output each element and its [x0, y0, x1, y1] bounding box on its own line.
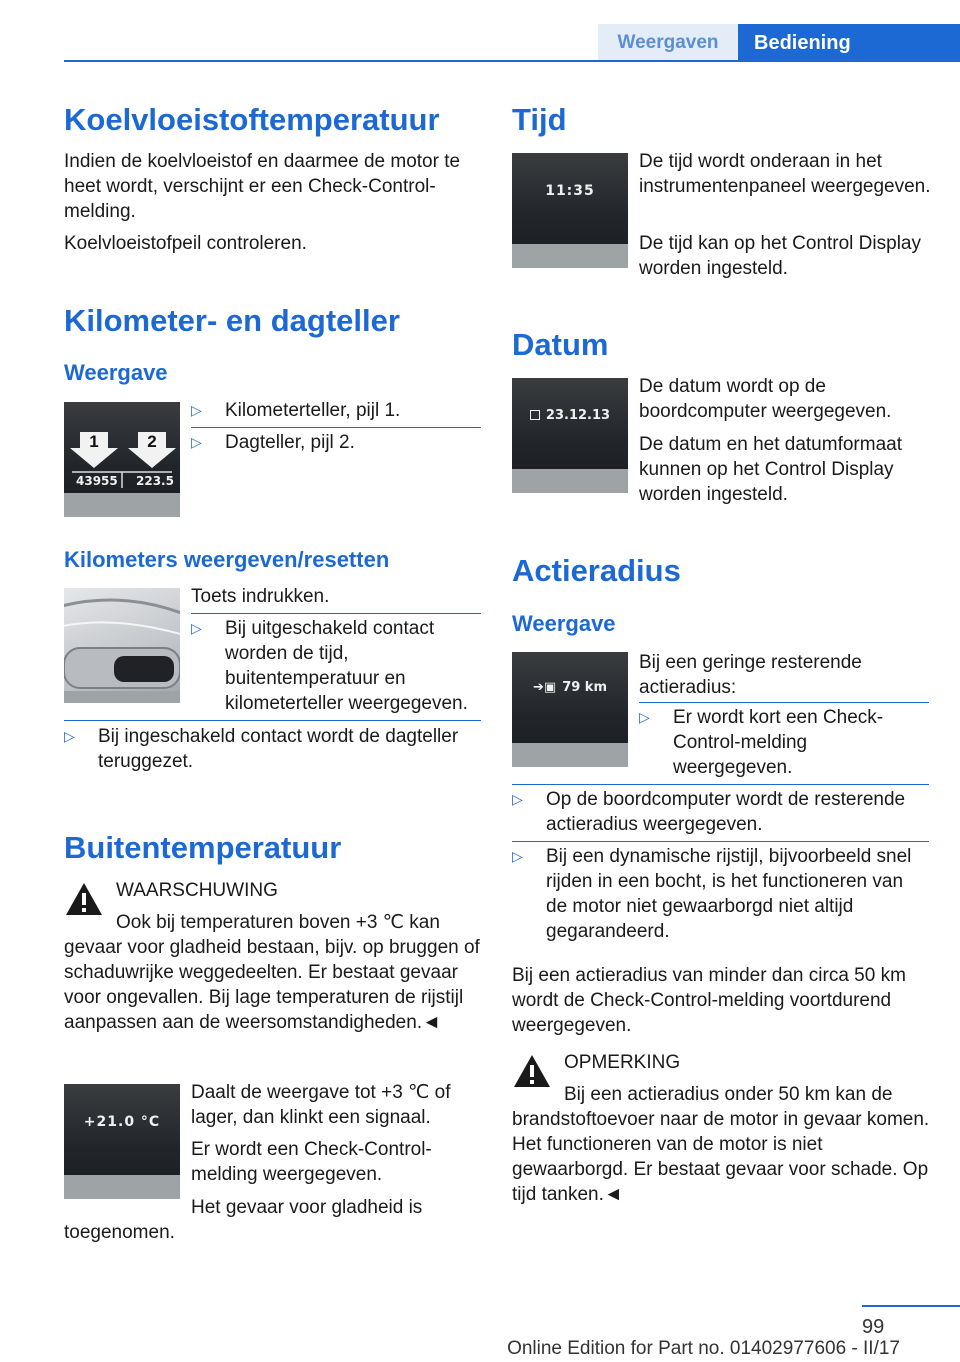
note-label: OPMERKING	[564, 1052, 681, 1073]
page-header	[0, 24, 960, 62]
figure-footer	[64, 691, 180, 703]
outside-temp-paragraph-1: Daalt de weergave tot +3 ℃ of lager, dan klinkt een signaal.	[191, 1082, 451, 1128]
coolant-paragraph-1: Indien de koelvloeistof en daarmee de motor te heet wordt, verschijnt er een Check-Control-melding.	[64, 151, 461, 222]
bullet-triangle-icon: ▷	[191, 402, 202, 418]
range-subtitle: Weergave	[512, 611, 616, 636]
arrow-2-label: 2	[147, 432, 157, 451]
page-number: 99	[862, 1316, 885, 1338]
range-readout: ➔▣ 79 km	[533, 680, 607, 695]
time-readout: 11:35	[545, 183, 595, 199]
bullet-triangle-icon: ▷	[512, 848, 523, 864]
outside-temp-title: Buitentemperatuur	[64, 830, 342, 865]
reset-title: Kilometers weergeven/resetten	[64, 547, 390, 572]
list-separator	[639, 702, 929, 703]
time-title: Tijd	[512, 102, 567, 137]
bullet-triangle-icon: ▷	[639, 709, 650, 725]
list-separator	[512, 841, 929, 842]
edition-note: Online Edition for Part no. 01402977606 - II/17	[507, 1338, 900, 1359]
bullet-triangle-icon: ▷	[191, 620, 202, 636]
bullet-triangle-icon: ▷	[191, 434, 202, 450]
time-paragraph-2: De tijd kan op het Control Display worden ingesteld.	[639, 233, 921, 279]
note-text: Bij een actieradius onder 50 km kan de brandstoftoevoer naar de motor in gevaar komen. Het functioneren van de motor is niet gewaarborgd. Er bestaat gevaar voor schade. Op tijd tanken.◄	[512, 1084, 930, 1205]
list-item: ▷ Dagteller, pijl 2.	[191, 432, 355, 453]
range-title: Actieradius	[512, 553, 681, 588]
list-item: ▷ Er wordt kort een Check-Control-melding weergegeven.	[639, 707, 884, 778]
figure-footer	[512, 743, 628, 767]
date-title: Datum	[512, 327, 609, 362]
list-item: ▷ Op de boordcomputer wordt de resterende actieradius weergegeven.	[512, 789, 906, 835]
range-paragraph-2: Bij een actieradius van minder dan circa 50 km wordt de Check-Control-melding voortdurend weergegeven.	[512, 965, 906, 1036]
list-item: ▷ Kilometerteller, pijl 1.	[191, 400, 401, 421]
list-item: ▷ Bij uitgeschakeld contact worden de tijd, buitentemperatuur en kilometerteller weergegeven.	[191, 618, 468, 714]
chapter-tab: Bediening	[738, 24, 960, 62]
list-separator	[191, 613, 481, 614]
time-figure	[512, 153, 628, 268]
coolant-paragraph-2: Koelvloeistofpeil controleren.	[64, 233, 307, 254]
outside-temp-readout: +21.0 °C	[83, 1114, 161, 1130]
arrow-1-label: 1	[89, 432, 99, 451]
warning-label: WAARSCHUWING	[116, 880, 278, 901]
header-rule	[64, 60, 960, 62]
date-readout: 23.12.13	[512, 408, 628, 423]
bullet-triangle-icon: ▷	[64, 728, 75, 744]
list-separator	[64, 720, 481, 721]
fuel-pump-icon: ➔▣	[533, 680, 557, 695]
list-separator	[512, 784, 929, 785]
list-separator	[191, 427, 481, 428]
date-paragraph-1: De datum wordt op de boordcomputer weergegeven.	[639, 376, 892, 422]
outside-temp-figure	[64, 1084, 180, 1199]
outside-temp-paragraph-2: Er wordt een Check-Control-melding weergegeven.	[191, 1139, 432, 1185]
range-figure	[512, 652, 628, 767]
odometer-subtitle: Weergave	[64, 360, 168, 385]
reset-button-icon	[114, 656, 174, 682]
figure-footer	[512, 244, 628, 268]
outside-temp-paragraph-3: Het gevaar voor gladheid is toegenomen.	[64, 1197, 423, 1243]
reset-button-figure	[64, 588, 180, 703]
figure-footer	[64, 493, 180, 517]
calendar-icon	[530, 410, 540, 420]
section-tab: Weergaven	[598, 24, 738, 62]
date-figure	[512, 378, 628, 493]
odometer-title: Kilometer- en dagteller	[64, 303, 400, 338]
date-paragraph-2: De datum en het datumformaat kunnen op het Control Display worden ingesteld.	[639, 434, 902, 505]
bullet-triangle-icon: ▷	[512, 791, 523, 807]
figure-footer	[512, 469, 628, 493]
range-paragraph-1: Bij een geringe resterende actieradius:	[639, 652, 862, 698]
time-paragraph-1: De tijd wordt onderaan in het instrumentenpaneel weergegeven.	[639, 151, 931, 197]
list-item: ▷ Bij ingeschakeld contact wordt de dagteller teruggezet.	[64, 726, 459, 772]
footer-rule	[862, 1305, 960, 1307]
coolant-title: Koelvloeistoftemperatuur	[64, 102, 440, 137]
trip-value: 223.5	[136, 474, 174, 488]
odometer-figure	[64, 402, 180, 517]
reset-button-drawing	[64, 588, 180, 703]
reset-paragraph: Toets indrukken.	[191, 586, 330, 607]
list-item: ▷ Bij een dynamische rijstijl, bijvoorbeeld snel rijden in een bocht, is het functioneren van de motor niet gewaarborgd niet altijd gegarandeerd.	[512, 846, 912, 942]
warning-text: Ook bij temperaturen boven +3 ℃ kan gevaar voor gladheid bestaan, bijv. op bruggen of schaduwrijke weggedeelten. Er bestaat gevaar voor ongevallen. Bij lage temperaturen de rijstijl aanpassen aan de weersomstandigheden.◄	[64, 912, 480, 1033]
odometer-total: 43955	[76, 474, 118, 488]
